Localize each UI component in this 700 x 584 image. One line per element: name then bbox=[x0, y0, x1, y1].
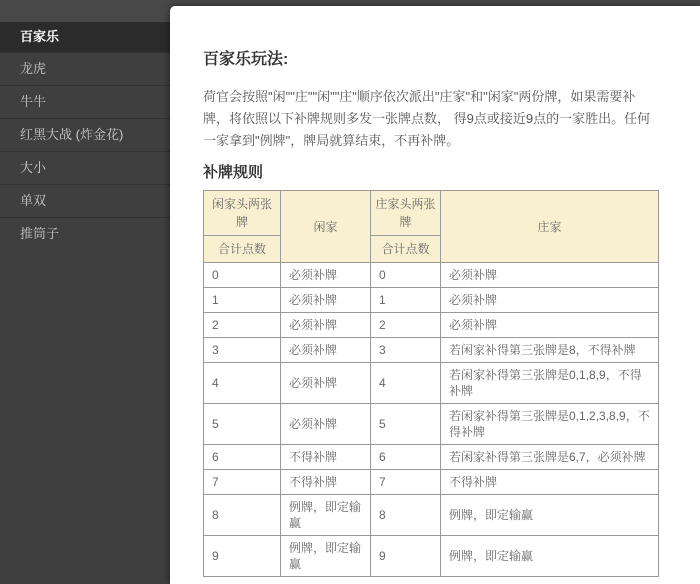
player-rule-cell: 不得补牌 bbox=[281, 470, 371, 495]
banker-points-cell: 7 bbox=[371, 470, 441, 495]
header-player-total-points: 合计点数 bbox=[204, 236, 281, 263]
banker-rule-cell: 例牌，即定输赢 bbox=[441, 495, 659, 536]
player-rule-cell: 必须补牌 bbox=[281, 404, 371, 445]
header-banker: 庄家 bbox=[441, 191, 659, 263]
table-row bbox=[204, 470, 659, 495]
header-player: 闲家 bbox=[281, 191, 371, 263]
player-points-cell: 2 bbox=[204, 313, 281, 338]
player-points-cell: 5 bbox=[204, 404, 281, 445]
player-rule-cell: 必须补牌 bbox=[281, 288, 371, 313]
header-banker-total-points: 合计点数 bbox=[371, 236, 441, 263]
banker-rule-cell: 必须补牌 bbox=[441, 288, 659, 313]
player-rule-cell: 必须补牌 bbox=[281, 313, 371, 338]
banker-rule-cell: 例牌，即定输赢 bbox=[441, 536, 659, 577]
table-title: 补牌规则 bbox=[203, 164, 264, 181]
banker-points-cell: 1 bbox=[371, 288, 441, 313]
banker-points-cell: 5 bbox=[371, 404, 441, 445]
banker-points-cell: 3 bbox=[371, 338, 441, 363]
banker-rule-cell: 必须补牌 bbox=[441, 313, 659, 338]
sidebar-nav bbox=[0, 22, 170, 584]
player-rule-cell: 不得补牌 bbox=[281, 445, 371, 470]
sidebar-item-daxiao[interactable]: 大小 bbox=[0, 151, 170, 184]
banker-points-cell: 9 bbox=[371, 536, 441, 577]
banker-points-cell: 8 bbox=[371, 495, 441, 536]
table-row bbox=[204, 338, 659, 363]
player-points-cell: 3 bbox=[204, 338, 281, 363]
sidebar-item-danshuang[interactable]: 单双 bbox=[0, 184, 170, 217]
table-row bbox=[204, 263, 659, 288]
player-points-cell: 9 bbox=[204, 536, 281, 577]
sidebar-item-honghei-dazhan[interactable]: 红黑大战 (炸金花) bbox=[0, 118, 170, 151]
sidebar-item-longhu[interactable]: 龙虎 bbox=[0, 52, 170, 85]
sidebar-item-tuitongzi[interactable]: 推筒子 bbox=[0, 217, 170, 250]
player-points-cell: 8 bbox=[204, 495, 281, 536]
header-player-first-two-cards: 闲家头两张牌 bbox=[204, 191, 281, 236]
content-panel bbox=[170, 6, 700, 584]
player-points-cell: 7 bbox=[204, 470, 281, 495]
banker-rule-cell: 不得补牌 bbox=[441, 470, 659, 495]
sidebar-item-baijiale[interactable]: 百家乐 bbox=[0, 22, 170, 52]
banker-rule-cell: 若闲家补得第三张牌是0,1,2,3,8,9，不得补牌 bbox=[441, 404, 659, 445]
banker-rule-cell: 若闲家补得第三张牌是0,1,8,9，不得补牌 bbox=[441, 363, 659, 404]
banker-rule-cell: 必须补牌 bbox=[441, 263, 659, 288]
player-rule-cell: 例牌，即定输赢 bbox=[281, 536, 371, 577]
table-row bbox=[204, 288, 659, 313]
player-points-cell: 6 bbox=[204, 445, 281, 470]
table-row bbox=[204, 536, 659, 577]
rules-table-body bbox=[204, 263, 659, 577]
table-row bbox=[204, 495, 659, 536]
banker-rule-cell: 若闲家补得第三张牌是8，不得补牌 bbox=[441, 338, 659, 363]
page-title: 百家乐玩法: bbox=[203, 51, 289, 68]
banker-points-cell: 4 bbox=[371, 363, 441, 404]
table-row bbox=[204, 445, 659, 470]
player-rule-cell: 必须补牌 bbox=[281, 338, 371, 363]
player-points-cell: 4 bbox=[204, 363, 281, 404]
player-rule-cell: 必须补牌 bbox=[281, 263, 371, 288]
player-points-cell: 0 bbox=[204, 263, 281, 288]
header-banker-first-two-cards: 庄家头两张牌 bbox=[371, 191, 441, 236]
table-row bbox=[204, 313, 659, 338]
sidebar-item-niuniu[interactable]: 牛牛 bbox=[0, 85, 170, 118]
banker-points-cell: 2 bbox=[371, 313, 441, 338]
rules-description: 荷官会按照"闲""庄""闲""庄"顺序依次派出"庄家"和"闲家"两份牌，如果需要补牌，将依照以下补牌规则多发一张牌点数， 得9点或接近9点的一家胜出。任何一家拿到"例牌"，牌局就算结束，不再补牌。 bbox=[203, 89, 651, 148]
rules-table bbox=[203, 190, 659, 577]
rules-table-header bbox=[204, 191, 659, 263]
player-points-cell: 1 bbox=[204, 288, 281, 313]
table-row bbox=[204, 404, 659, 445]
content-area bbox=[170, 6, 700, 577]
banker-points-cell: 6 bbox=[371, 445, 441, 470]
table-row bbox=[204, 363, 659, 404]
player-rule-cell: 必须补牌 bbox=[281, 363, 371, 404]
player-rule-cell: 例牌，即定输赢 bbox=[281, 495, 371, 536]
banker-points-cell: 0 bbox=[371, 263, 441, 288]
banker-rule-cell: 若闲家补得第三张牌是6,7，必须补牌 bbox=[441, 445, 659, 470]
